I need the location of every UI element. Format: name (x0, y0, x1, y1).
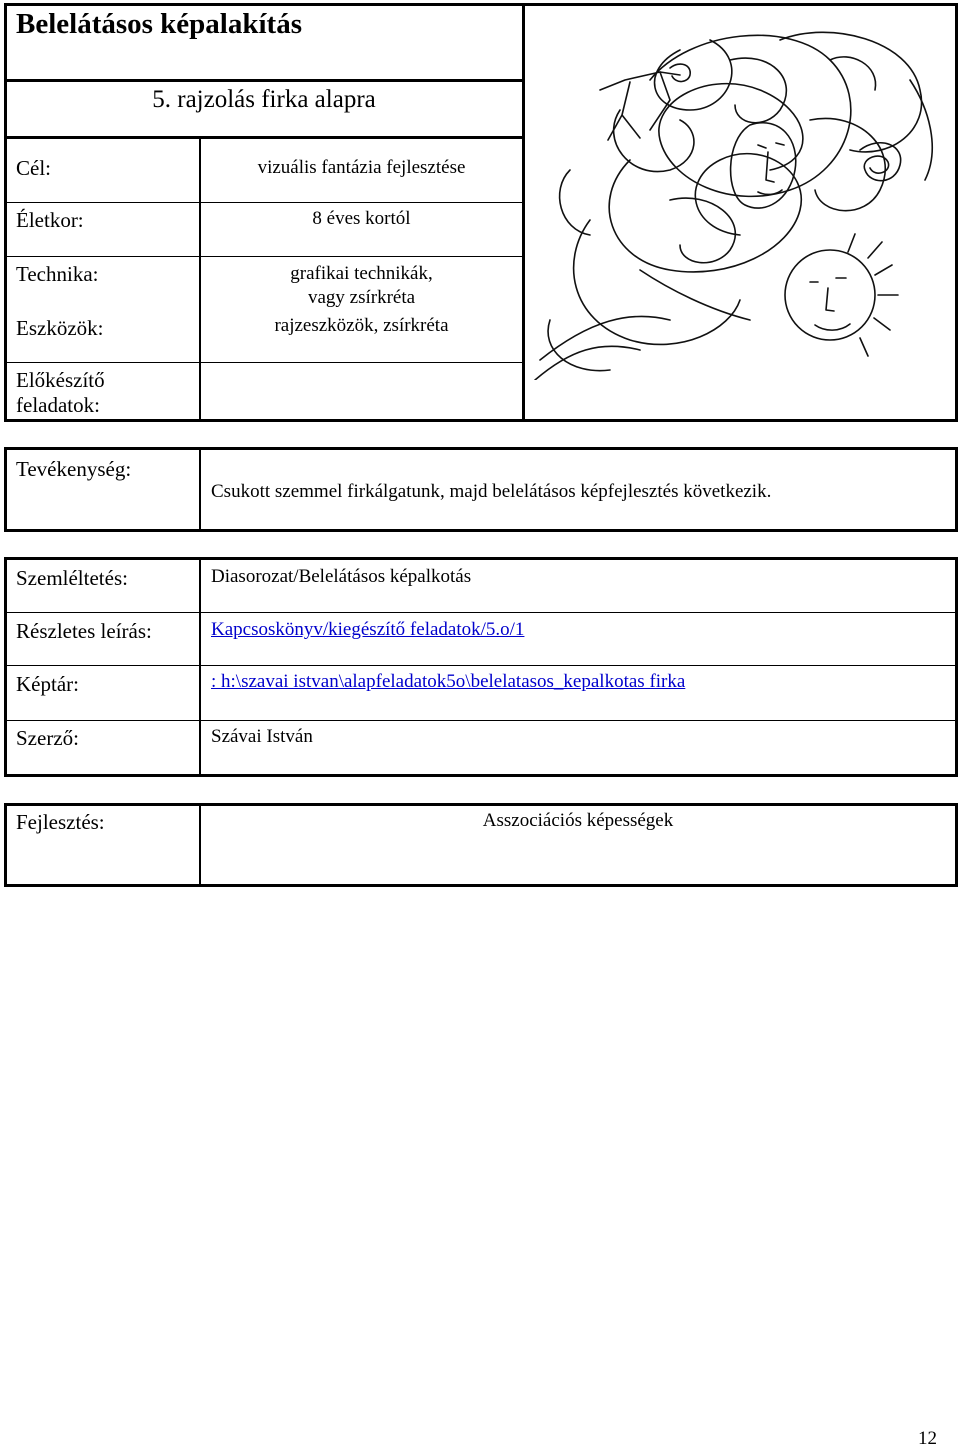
child-scribble-drawing-icon (530, 20, 950, 380)
eletkor-value: 8 éves kortól (312, 208, 411, 229)
keptar-link[interactable]: : h:\szavai istvan\alapfeladatok5o\belelatasos_kepalkotas firka (211, 671, 686, 692)
reszletes-label: Részletes leírás: (16, 619, 152, 643)
technika-value-line1: grafikai technikák, (290, 263, 433, 284)
elokeszito-label-line1: Előkészítő (16, 368, 105, 392)
cel-label: Cél: (16, 156, 51, 180)
szerzo-value: Szávai István (211, 726, 313, 747)
szemleltetes-value: Diasorozat/Belelátásos képalkotás (211, 566, 472, 587)
activity-value: Csukott szemmel firkálgatunk, majd belelátásos képfejlesztés következik. (211, 481, 772, 502)
page-number: 12 (918, 1428, 937, 1449)
szemleltetes-label: Szemléltetés: (16, 566, 128, 590)
eszkozok-value: rajzeszközök, zsírkréta (274, 315, 449, 336)
technika-label: Technika: (16, 262, 99, 286)
elokeszito-label-line2: feladatok: (16, 393, 100, 417)
szerzo-label: Szerző: (16, 726, 79, 750)
subtitle: 5. rajzolás firka alapra (152, 86, 376, 113)
keptar-label: Képtár: (16, 672, 79, 696)
eletkor-label: Életkor: (16, 208, 84, 232)
cel-value: vizuális fantázia fejlesztése (257, 157, 466, 178)
development-label: Fejlesztés: (16, 810, 105, 834)
details-table (4, 557, 958, 777)
activity-label: Tevékenység: (16, 457, 132, 481)
development-value: Asszociációs képességek (482, 810, 674, 831)
page-title: Belelátásos képalakítás (16, 8, 302, 40)
technika-value-line2: vagy zsírkréta (307, 287, 416, 308)
reszletes-link[interactable]: Kapcsoskönyv/kiegészítő feladatok/5.o/1 (211, 619, 525, 640)
eszkozok-label: Eszközök: (16, 316, 104, 340)
